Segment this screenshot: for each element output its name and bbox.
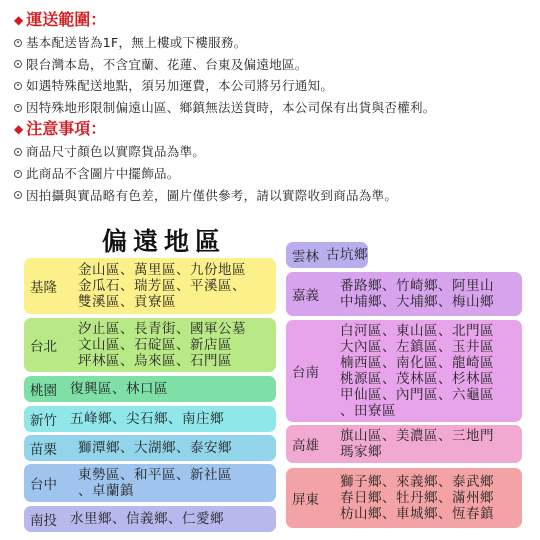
note-item-text: 此商品不含圖片中擺飾品。 (26, 165, 180, 181)
bullet-icon (14, 191, 22, 199)
region-areas: 番路鄉、竹崎鄉、阿里山 中埔鄉、大埔鄉、梅山鄉 (340, 278, 494, 310)
note-item-text: 因拍攝與實品略有色差，圖片僅供參考，請以實際收到商品為準。 (26, 187, 398, 203)
note-item (14, 163, 534, 185)
bullet-icon (14, 104, 22, 112)
region-areas: 復興區、林口區 (70, 381, 168, 397)
bullet-icon (14, 39, 22, 47)
region-name: 高雄 (292, 438, 319, 454)
delivery-item (14, 32, 534, 54)
region-taoyuan (24, 376, 276, 402)
region-areas: 東勢區、和平區、新社區 、卓蘭鎮 (78, 467, 232, 499)
region-areas: 古坑鄉 (326, 247, 368, 263)
region-kaohsiung (286, 425, 522, 463)
region-chiayi (286, 272, 522, 316)
region-areas: 五峰鄉、尖石鄉、南庄鄉 (70, 411, 224, 427)
delivery-item-text: 基本配送皆為1F，無上樓或下樓服務。 (26, 35, 247, 50)
region-taichung (24, 464, 276, 502)
bullet-icon (14, 60, 22, 68)
notes-heading-text: 注意事項： (26, 119, 107, 139)
region-name: 台中 (30, 477, 57, 493)
delivery-item-text: 因特殊地形限制偏遠山區、鄉鎮無法送貨時，本公司保有出貨與否權利。 (26, 99, 436, 115)
bullet-icon (14, 148, 22, 156)
region-areas: 金山區、萬里區、九份地區 金瓜石、瑞芳區、平溪區、 雙溪區、貢寮區 (78, 262, 246, 310)
region-areas: 白河區、東山區、北門區 大內區、左鎮區、玉井區 楠西區、南化區、龍崎區 桃源區、茂林區、杉林區 甲仙區、內門區、六龜區 、田寮區 (340, 323, 494, 419)
note-item (14, 185, 534, 207)
delivery-item (14, 97, 534, 119)
remote-areas-title: 偏遠地區 (102, 227, 227, 256)
region-hsinchu (24, 406, 276, 432)
region-name: 南投 (30, 513, 57, 529)
info-section (14, 10, 534, 206)
notes-heading (14, 119, 534, 139)
region-name: 雲林 (292, 249, 319, 265)
region-name: 屏東 (292, 492, 319, 508)
region-keelung (24, 258, 276, 314)
region-miaoli (24, 435, 276, 461)
region-name: 基隆 (30, 280, 57, 296)
region-areas: 旗山區、美濃區、三地門 瑪家鄉 (340, 428, 494, 460)
region-name: 嘉義 (292, 288, 319, 304)
region-areas: 獅潭鄉、大湖鄉、泰安鄉 (78, 440, 232, 456)
region-yunlin (286, 242, 368, 268)
diamond-icon: ◆ (14, 122, 24, 137)
bullet-icon (14, 170, 22, 178)
delivery-item (14, 54, 534, 76)
region-taipei (24, 318, 276, 372)
region-name: 台南 (292, 365, 319, 381)
note-item-text: 商品尺寸顏色以實際貨品為準。 (26, 144, 206, 160)
note-item (14, 141, 534, 163)
region-name: 苗栗 (30, 442, 57, 458)
delivery-item (14, 75, 534, 97)
region-name: 台北 (30, 339, 57, 355)
region-tainan (286, 320, 522, 422)
region-areas: 汐止區、長青街、國軍公墓 文山區、石碇區、新店區 坪林區、烏來區、石門區 (78, 321, 246, 369)
region-nantou (24, 506, 276, 532)
delivery-heading (14, 10, 534, 30)
delivery-item-text: 如遇特殊配送地點，須另加運費，本公司將另行通知。 (26, 78, 334, 94)
region-name: 桃園 (30, 383, 57, 399)
delivery-item-text: 限台灣本島，不含宜蘭、花蓮、台東及偏遠地區。 (26, 56, 308, 72)
region-pingtung (286, 468, 522, 528)
diamond-icon: ◆ (14, 13, 24, 27)
region-areas: 水里鄉、信義鄉、仁愛鄉 (70, 511, 224, 527)
delivery-heading-text: 運送範圍： (26, 10, 107, 29)
bullet-icon (14, 82, 22, 90)
region-areas: 獅子鄉、來義鄉、泰武鄉 春日鄉、牡丹鄉、滿州鄉 枋山鄉、車城鄉、恆春鎮 (340, 474, 494, 522)
region-name: 新竹 (30, 413, 57, 429)
